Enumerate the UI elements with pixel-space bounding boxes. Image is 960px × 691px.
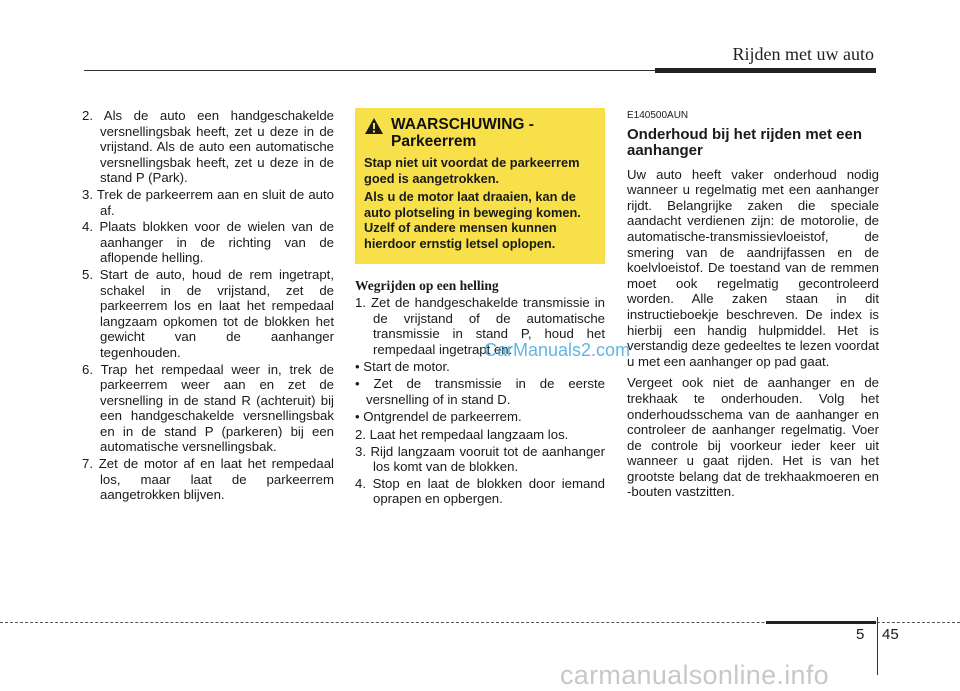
section-subheading: Wegrijden op een helling (355, 277, 499, 293)
warning-triangle-icon (364, 117, 384, 135)
chapter-number: 5 (856, 626, 865, 643)
running-header: Rijden met uw auto (732, 44, 874, 64)
bullet-item: • Zet de transmissie in de eerste versnelling of in stand D. (355, 376, 605, 407)
list-item: 5. Start de auto, houd de rem ingetrapt, schakel in de vrijstand, zet de parkeerrem los en laat het rempedaal langzaam opkomen tot de blokken het gewicht van de aanhanger tegenhouden. (82, 266, 334, 360)
warning-title-line2: Parkeerrem (391, 133, 477, 150)
header-rule-accent (655, 68, 876, 73)
warning-text: Stap niet uit voordat de parkeerrem goed is aangetrokken. (364, 155, 580, 186)
section-code: E140500AUN (627, 110, 689, 121)
warning-title (391, 116, 534, 150)
page-number: 45 (882, 626, 899, 643)
watermark-center: CarManuals2.com (484, 340, 631, 360)
page-number-divider (877, 617, 878, 675)
warning-header (364, 116, 596, 150)
warning-title-line1: WAARSCHUWING - (391, 116, 534, 133)
list-item: 4. Plaats blokken voor de wielen van de aanhanger in de richting van de aflopende helling. (82, 219, 334, 266)
footer-rule-accent (766, 621, 876, 624)
list-item: 3. Trek de parkeerrem aan en sluit de auto af. (82, 186, 334, 218)
bullet-item: • Ontgrendel de parkeerrem. (355, 409, 522, 425)
column-left (82, 108, 334, 504)
paragraph: Uw auto heeft vaker onderhoud nodig wanneer u regelmatig met een aanhanger rijdt. Belangrijke zaken die speciale aandacht verdienen zijn: de motorolie, de automatische-transmissievloeistof, de smering van de aandrijfassen en de koelvloeistof. De toestand van de remmen moet ook regelmatig gecontroleerd worden. Alle zaken staan in dit instructieboekje beschreven. De index is hierbij een handig hulpmiddel. Het is verstandig deze gedeeltes te lezen voordat u met een aanhanger op pad gaat. (627, 166, 879, 369)
column-right (627, 108, 879, 506)
list-item: 4. Stop en laat de blokken door iemand oprapen en opbergen. (355, 475, 605, 507)
list-item: 7. Zet de motor af en laat het rempedaal los, maar laat de parkeerrem aangetrokken blijven. (82, 456, 334, 503)
warning-text: Als u de motor laat draaien, kan de auto plotseling in beweging komen. Uzelf of andere mensen kunnen hierdoor ernstig letsel oplopen. (364, 189, 581, 251)
section-title: Onderhoud bij het rijden met een aanhanger (627, 125, 863, 159)
warning-box (355, 108, 605, 264)
bullet-item: • Start de motor. (355, 358, 450, 374)
list-item: 1. Zet de handgeschakelde transmissie in de vrijstand of de automatische transmissie in stand P, houd het rempedaal ingetrapt en: (355, 295, 605, 357)
watermark-bottom: carmanualsonline.info (560, 660, 829, 690)
list-item: 6. Trap het rempedaal weer in, trek de parkeerrem weer aan en zet de versnelling in de stand R (achteruit) bij een handgeschakelde versnellingsbak en in de stand P (parkeren) bij een automatische versnellingsbak. (82, 361, 334, 455)
list-item: 3. Rijd langzaam vooruit tot de aanhanger los komt van de blokken. (355, 443, 605, 475)
list-item: 2. Laat het rempedaal langzaam los. (355, 426, 569, 442)
paragraph: Vergeet ook niet de aanhanger en de trekhaak te onderhouden. Volg het onderhoudsschema van de aanhanger en controleer de aanhanger regelmatig. Voer de controle bij voorkeur ieder keer uit wanneer u gaat rijden. Het is van het grootste belang dat de trekhaakmoeren en -bouten vastzitten. (627, 375, 879, 500)
list-item: 2. Als de auto een handgeschakelde versnellingsbak heeft, zet u deze in de vrijstand. Als de auto een automatische versnellingsbak heeft, zet u deze in de stand P (Park). (82, 108, 334, 186)
column-middle (355, 108, 605, 508)
